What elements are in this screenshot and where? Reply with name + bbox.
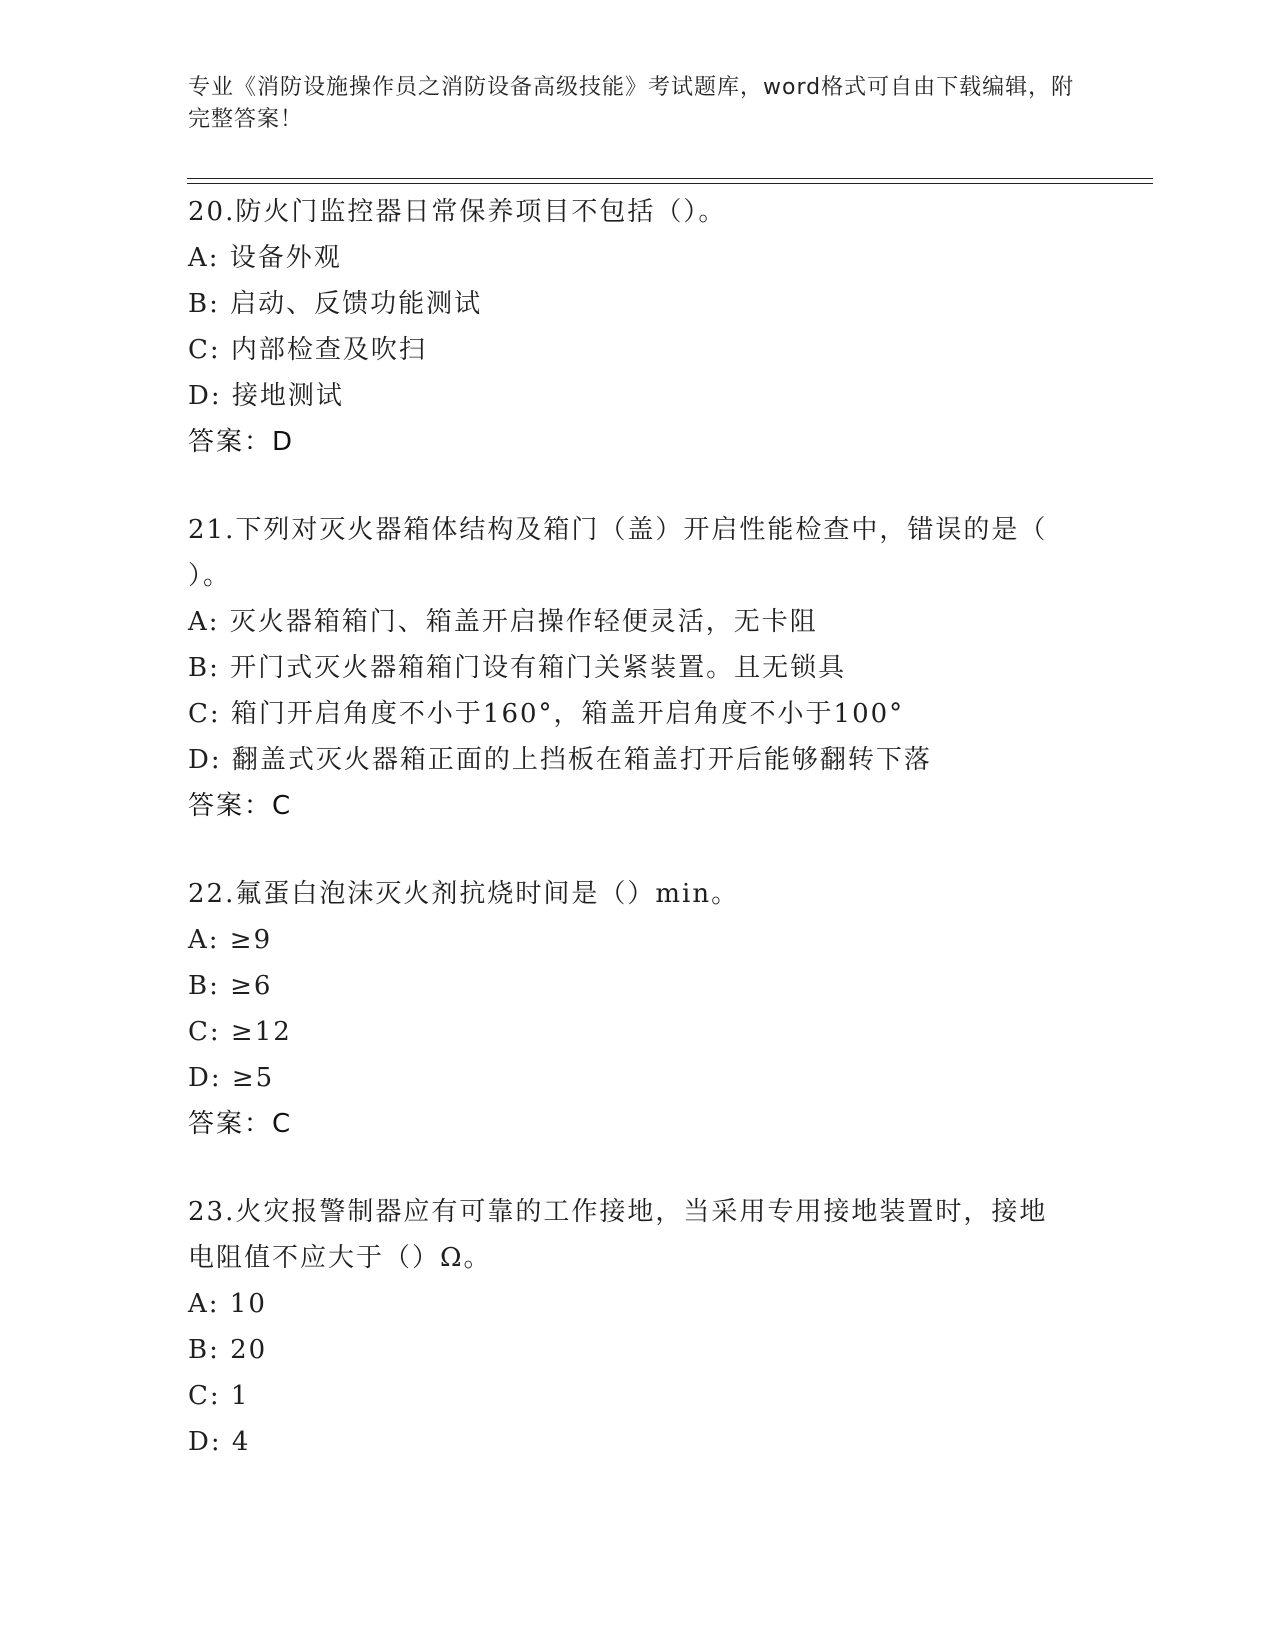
question-22	[188, 871, 1088, 1147]
option-d: D: 翻盖式灭火器箱正面的上挡板在箱盖打开后能够翻转下落	[188, 745, 932, 775]
question-list	[188, 189, 1088, 1465]
option-a: A: 灭火器箱箱门、箱盖开启操作轻便灵活，无卡阻	[188, 607, 818, 637]
option-b: B: ≥6	[188, 971, 273, 1001]
document-header-text: 专业《消防设施操作员之消防设备高级技能》考试题库，word格式可自由下载编辑，附完整答案！	[188, 75, 1075, 132]
answer-line: 答案：D	[188, 427, 295, 457]
option-a: A: 设备外观	[188, 243, 342, 273]
option-c: C: 1	[188, 1381, 250, 1411]
option-b: B: 开门式灭火器箱箱门设有箱门关紧装置。且无锁具	[188, 653, 847, 683]
spacer	[188, 829, 1088, 871]
option-c: C: 内部检查及吹扫	[188, 335, 427, 365]
option-d: D: 接地测试	[188, 381, 344, 411]
spacer	[188, 1147, 1088, 1189]
answer-line: 答案：C	[188, 791, 293, 821]
question-20	[188, 189, 1088, 465]
option-c: C: ≥12	[188, 1017, 292, 1047]
option-b: B: 启动、反馈功能测试	[188, 289, 483, 319]
question-21	[188, 507, 1088, 829]
option-d: D: 4	[188, 1427, 251, 1457]
option-b: B: 20	[188, 1335, 268, 1365]
question-stem: 21.下列对灭火器箱体结构及箱门（盖）开启性能检查中，错误的是（	[188, 515, 1048, 545]
question-23	[188, 1189, 1088, 1465]
option-a: A: ≥9	[188, 925, 273, 955]
question-stem: 22.氟蛋白泡沫灭火剂抗烧时间是（）min。	[188, 879, 740, 909]
question-stem-continued: 电阻值不应大于（）Ω。	[188, 1243, 492, 1273]
option-d: D: ≥5	[188, 1063, 275, 1093]
question-stem: 23.火灾报警制器应有可靠的工作接地，当采用专用接地装置时，接地	[188, 1197, 1048, 1227]
spacer	[188, 465, 1088, 507]
option-a: A: 10	[188, 1289, 267, 1319]
question-stem: 20.防火门监控器日常保养项目不包括（）。	[188, 197, 727, 227]
answer-line: 答案：C	[188, 1109, 293, 1139]
header-divider-bottom	[187, 183, 1153, 184]
header-divider-top	[187, 178, 1153, 179]
question-stem-continued: ）。	[188, 561, 232, 591]
option-c: C: 箱门开启角度不小于160°，箱盖开启角度不小于100°	[188, 699, 905, 729]
